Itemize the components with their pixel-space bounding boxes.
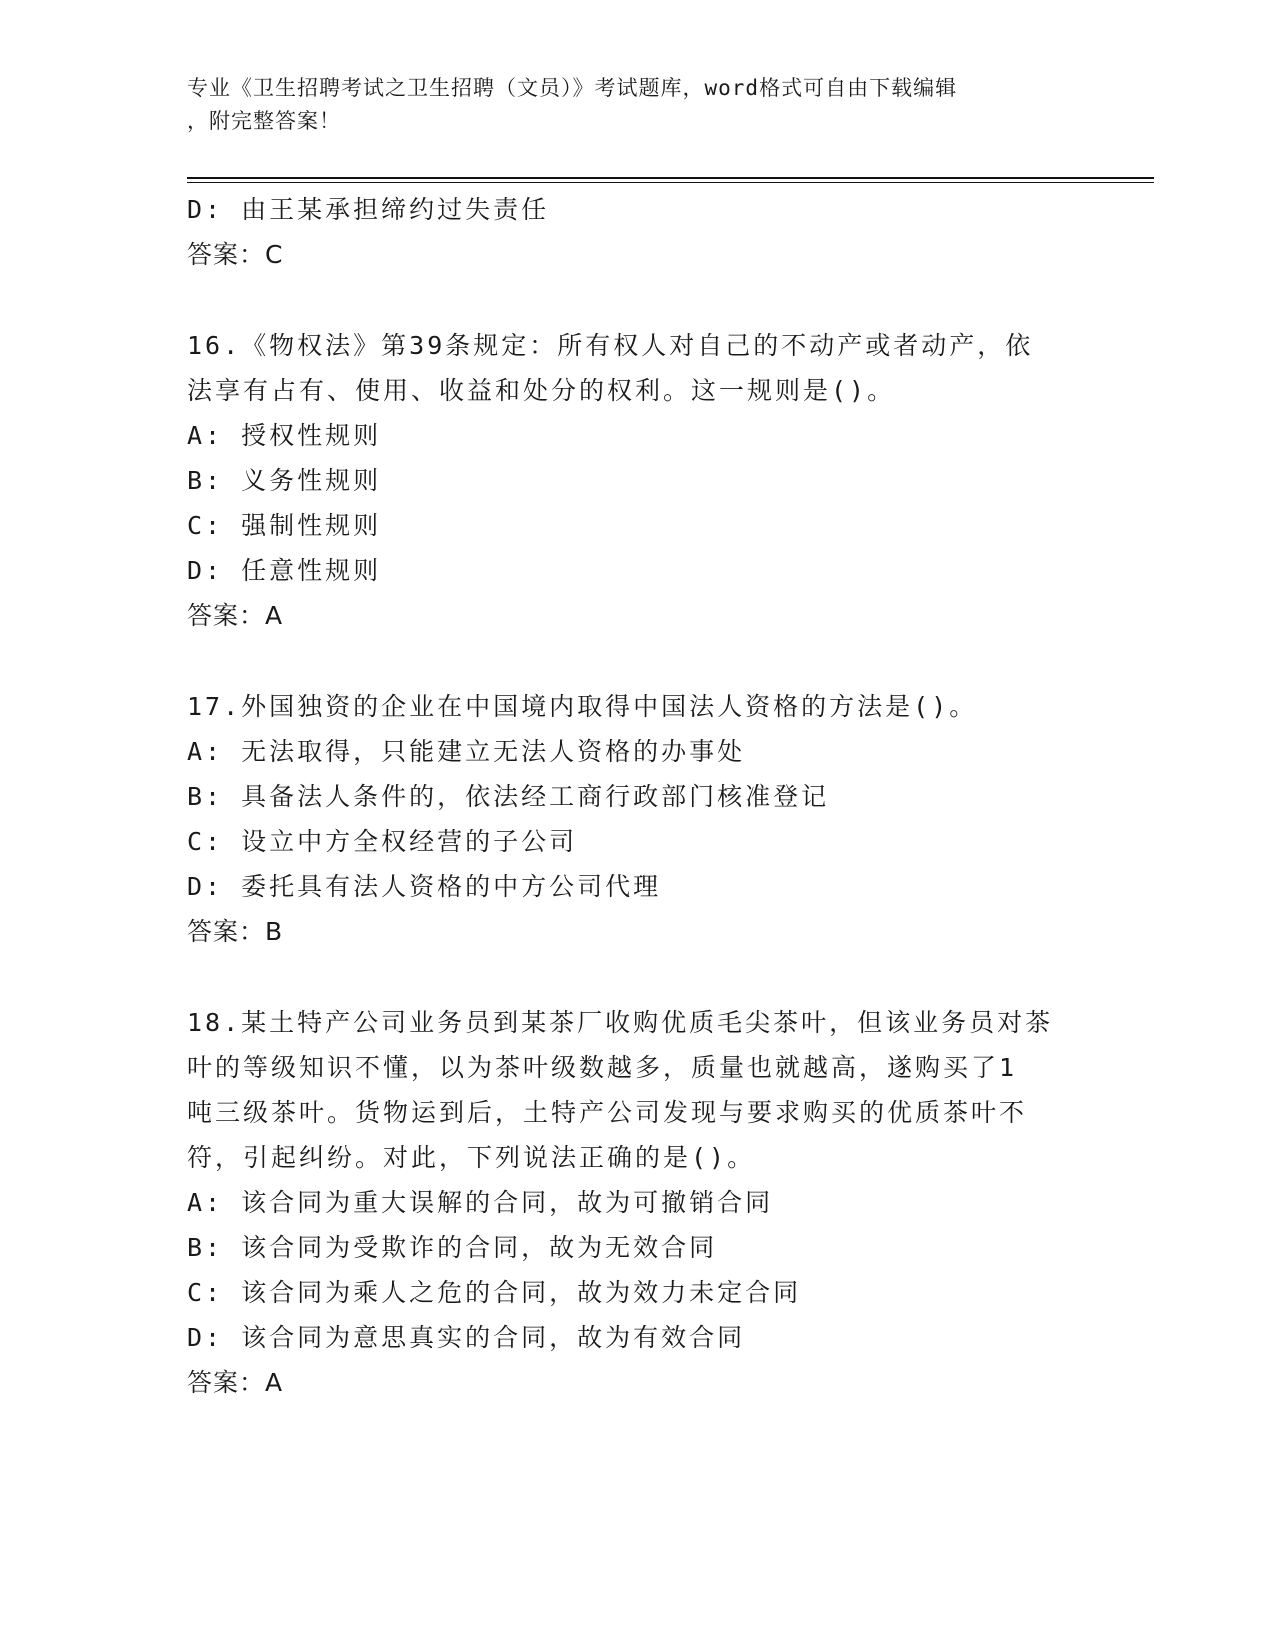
option-c: C: 该合同为乘人之危的合同，故为效力未定合同	[187, 1278, 802, 1307]
question-stem-line: 18.某土特产公司业务员到某茶厂收购优质毛尖茶叶，但该业务员对茶	[187, 1008, 1054, 1037]
option-c: C: 设立中方全权经营的子公司	[187, 827, 578, 856]
question-stem-line: 吨三级茶叶。货物运到后，土特产公司发现与要求购买的优质茶叶不	[187, 1098, 1028, 1127]
question-15-tail	[187, 187, 1087, 277]
question-stem-line: 叶的等级知识不懂，以为茶叶级数越多，质量也就越高，遂购买了1	[187, 1053, 1018, 1082]
page-header	[187, 72, 1067, 138]
option-b: B: 该合同为受欺诈的合同，故为无效合同	[187, 1233, 718, 1262]
spacer	[187, 638, 1087, 684]
answer-line: 答案：A	[187, 601, 284, 630]
question-17	[187, 684, 1087, 954]
option-a: A: 授权性规则	[187, 421, 382, 450]
question-stem-line: 法享有占有、使用、收益和处分的权利。这一规则是()。	[187, 376, 896, 405]
question-18	[187, 1000, 1087, 1405]
option-a: A: 该合同为重大误解的合同，故为可撤销合同	[187, 1188, 774, 1217]
question-stem-line: 符，引起纠纷。对此，下列说法正确的是()。	[187, 1143, 756, 1172]
option-d: D: 任意性规则	[187, 556, 382, 585]
option-d: D: 该合同为意思真实的合同，故为有效合同	[187, 1323, 746, 1352]
header-line-1: 专业《卫生招聘考试之卫生招聘（文员）》考试题库，word格式可自由下载编辑	[187, 76, 958, 100]
option-d: D: 由王某承担缔约过失责任	[187, 195, 550, 224]
spacer	[187, 277, 1087, 323]
question-stem-line: 16.《物权法》第39条规定：所有权人对自己的不动产或者动产，依	[187, 331, 1034, 360]
option-b: B: 义务性规则	[187, 466, 382, 495]
question-list	[187, 187, 1087, 1405]
question-16	[187, 323, 1087, 638]
option-a: A: 无法取得，只能建立无法人资格的办事处	[187, 737, 746, 766]
spacer	[187, 954, 1087, 1000]
header-divider-thin	[187, 182, 1154, 183]
answer-line: 答案：B	[187, 917, 284, 946]
option-d: D: 委托具有法人资格的中方公司代理	[187, 872, 662, 901]
option-b: B: 具备法人条件的，依法经工商行政部门核准登记	[187, 782, 830, 811]
answer-line: 答案：A	[187, 1368, 284, 1397]
option-c: C: 强制性规则	[187, 511, 382, 540]
header-divider-thick	[187, 177, 1154, 179]
header-line-2: ，附完整答案！	[187, 109, 341, 133]
answer-line: 答案：C	[187, 240, 284, 269]
question-stem-line: 17.外国独资的企业在中国境内取得中国法人资格的方法是()。	[187, 692, 978, 721]
